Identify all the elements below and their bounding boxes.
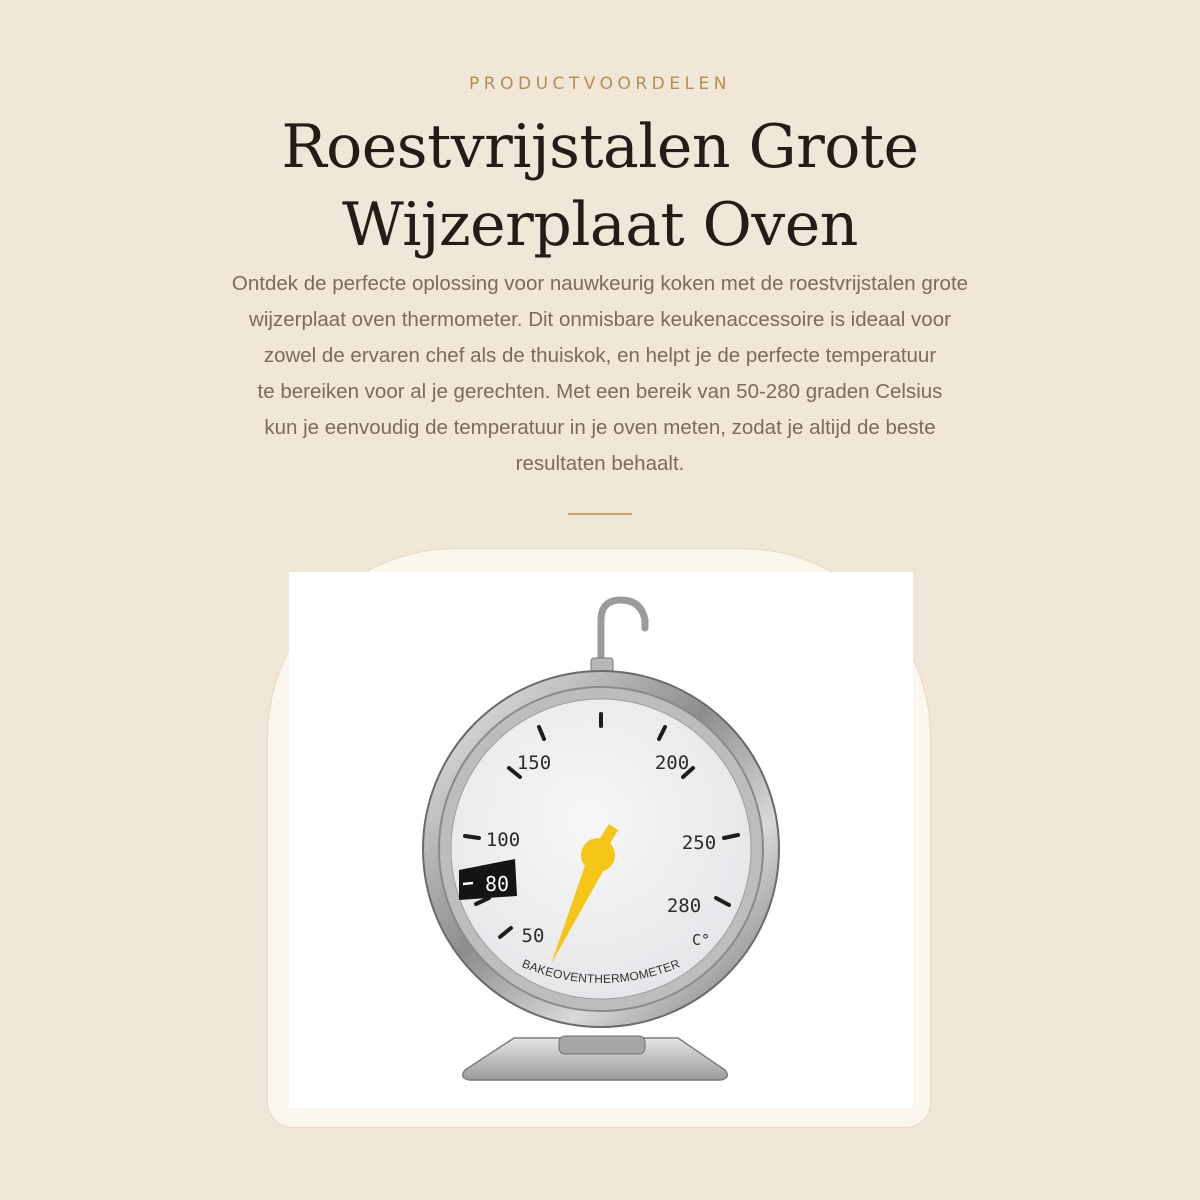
unit-label: C° [691,931,711,949]
brand-label-path: BAKEOVENTHERMOMETER [520,956,682,987]
scale-label-250: 250 [681,832,717,854]
hanging-hook [591,600,645,674]
description-line: Ontdek de perfecte oplossing voor nauwkeurig koken met de roestvrijstalen grote [231,272,969,295]
divider-line [568,513,632,515]
description-line: kun je eenvoudig de temperatuur in je oven meten, zodat je altijd de beste [264,416,936,439]
description-line: zowel de ervaren chef als de thuiskok, en helpt je de perfecte temperatuur [263,344,937,367]
scale-label-100: 100 [485,829,521,851]
description-line: wijzerplaat oven thermometer. Dit onmisbare keukenaccessoire is ideaal voor [249,308,951,331]
product-image [289,572,913,1108]
section-description [170,266,1030,482]
thermometer-stand [463,1036,728,1080]
description-line: te bereiken voor al je gerechten. Met een bereik van 50-280 graden Celsius [257,380,943,403]
scale-label-200: 200 [654,752,690,774]
scale-label-150: 150 [516,752,552,774]
scale-label-80: 80 [484,872,510,896]
section-title-line-2: Wijzerplaat Oven [342,190,858,260]
thermometer-illustration [289,572,913,1108]
scale-label-280: 280 [666,895,702,917]
description-line: resultaten behaalt. [515,452,685,475]
section-title-line-1: Roestvrijstalen Grote [281,112,919,182]
scale-label-50: 50 [521,925,545,947]
section-eyebrow: PRODUCTVOORDELEN [469,74,731,94]
section-title [0,108,1200,264]
